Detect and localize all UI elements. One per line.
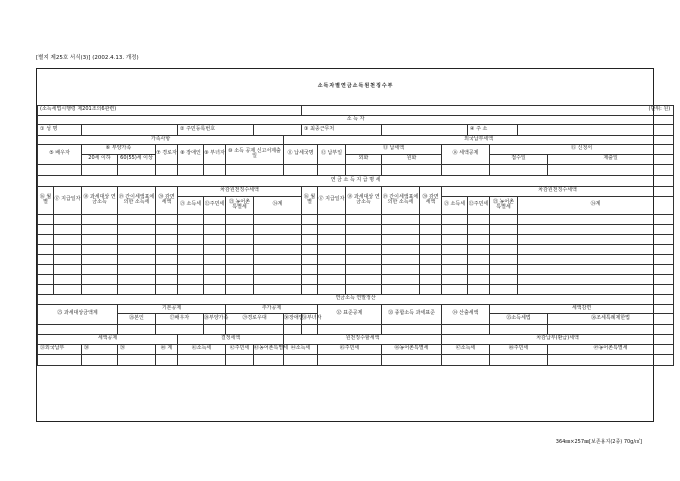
determined-resident-field[interactable] [226, 354, 254, 365]
dependents-label: ⑥ 부양가족 [82, 144, 156, 154]
total-label-right: ㉔계 [518, 196, 674, 214]
taxable-pension-label: ⑱ 과세대상 연금소득 [82, 186, 118, 214]
name-label: ① 성 명 [38, 124, 82, 135]
table-row[interactable] [38, 234, 674, 244]
resident-tax-label-right: ㉒주민세 [468, 196, 490, 214]
dependents-deduction-field[interactable] [204, 324, 226, 334]
dependents-deduction-label: ㉘부양가족 [204, 313, 226, 324]
prior-resident-field[interactable] [318, 354, 382, 365]
determined-tax-label: 결정세액 [178, 334, 284, 344]
tax-exemption-label: 세액감면 [490, 304, 674, 313]
determined-resident-label: ㊷주민세 [226, 344, 254, 354]
spouse-label: ⑤ 배우자 [38, 144, 82, 164]
woman-deduction-label: ㉛부녀자 [302, 313, 318, 324]
over60-label: 60(55)세 이상 [118, 154, 156, 164]
additional-deduction-label: 추가공제 [226, 304, 318, 313]
self-label: ㉖본인 [118, 313, 156, 324]
basic-deduction-label: 기본공제 [118, 304, 226, 313]
prior-rural-label: ㊻농어촌특별세 [382, 344, 442, 354]
credit-total-label: ㊵ 계 [156, 344, 178, 354]
table-row[interactable] [38, 254, 674, 264]
workplace-label: ③ 최종근무처 [302, 124, 382, 135]
tax-credit-field[interactable] [442, 164, 490, 175]
tax-credit-section-label: 세액공제 [38, 334, 178, 344]
woman-field[interactable] [204, 164, 226, 175]
form-grid [37, 69, 674, 366]
paper-spec: 364㎜×257㎜[보존용지(2종) 70g/㎡] [555, 439, 642, 445]
form-title: 소득자별연금소득원천징수부 [317, 83, 394, 89]
woman-label: ⑨ 부녀자 [204, 144, 226, 164]
reduced-tax-label: ⑳ 감면세액 [156, 186, 178, 214]
tax-credit-label: ⑭ 세액공제 [442, 144, 490, 164]
income-tax-label-right: ㉑ 소득세 [442, 196, 468, 214]
pay-date-label: ⑫ 납부일 [318, 144, 346, 164]
credit-39-field[interactable] [118, 354, 156, 365]
prior-resident-label: ㊺주민세 [318, 344, 382, 354]
credit-total-field[interactable] [156, 354, 178, 365]
credit-38-label: ㊳ [82, 344, 118, 354]
won-label: 원화 [382, 154, 442, 164]
address-field[interactable] [518, 124, 674, 135]
id-label: ② 주민등록번호 [178, 124, 254, 135]
spouse-deduction-field[interactable] [156, 324, 204, 334]
rural-tax-label: ㉓ 농어촌 특별세 [226, 196, 254, 214]
prior-income-label: ㊹소득세 [284, 344, 318, 354]
calculated-tax-field[interactable] [442, 324, 490, 334]
won-field[interactable] [382, 164, 442, 175]
spouse-deduction-label: ㉗배우자 [156, 313, 204, 324]
paid-tax-label: ⑬ 납세액 [346, 144, 442, 154]
withheld-tax-label: 차감원천징수세액 [178, 186, 302, 196]
foreign-paid-label: ㊲외국납부 [38, 344, 82, 354]
elderly-deduction-label: ㉙경로우대 [226, 313, 284, 324]
special-law-field[interactable] [548, 324, 674, 334]
pay-date-field[interactable] [318, 164, 346, 175]
simple-tax-label: ⑲ 간이세액표에 의한 소득세 [118, 186, 156, 214]
standard-deduction-label: ㉜ 표준공제 [318, 304, 382, 324]
prior-rural-field[interactable] [382, 354, 442, 365]
tax-base-label: ㉝ 종합소득 과세표준 [382, 304, 442, 324]
refund-rural-field[interactable] [548, 354, 674, 365]
total-label: ㉔계 [254, 196, 302, 214]
under20-label: 20세 이하 [82, 154, 118, 164]
year-end-settlement-header: 연금소득 연말정산 [38, 294, 674, 304]
income-tax-law-label: ㉟소득세법 [490, 313, 548, 324]
disabled-deduction-label: ㉚장애인 [284, 313, 302, 324]
deduction-date-label: ⑩ 소득 공제 신고서제출일 [226, 144, 284, 164]
table-row[interactable] [38, 274, 674, 284]
credit-38-field[interactable] [82, 354, 118, 365]
name-field[interactable] [82, 124, 178, 135]
calculated-tax-label: ㉞ 산출세액 [442, 304, 490, 324]
submitted-date-field[interactable] [548, 164, 674, 175]
tax-country-field[interactable] [284, 164, 318, 175]
received-date-label: 접수일 [490, 154, 548, 164]
tax-base-field[interactable] [382, 324, 442, 334]
address-label: ④ 주 소 [468, 124, 518, 135]
income-tax-law-field[interactable] [490, 324, 548, 334]
refund-resident-field[interactable] [490, 354, 548, 365]
withholding-ledger-form [36, 68, 671, 422]
prior-income-field[interactable] [284, 354, 318, 365]
paydate-label: ⑰ 지급일자 [54, 186, 82, 214]
foreign-paid-field[interactable] [38, 354, 82, 365]
over60-field[interactable] [118, 164, 156, 175]
pension-payment-header: 연 금 소 득 지 급 명 세 [38, 175, 674, 186]
application-label: ⑮ 신청서 [490, 144, 674, 154]
table-row[interactable] [38, 224, 674, 234]
standard-deduction-field[interactable] [318, 324, 382, 334]
prior-withheld-label: 원천징수할세액 [284, 334, 442, 344]
woman-deduction-field[interactable] [302, 324, 318, 334]
spouse-field[interactable] [38, 164, 82, 175]
determined-income-field[interactable] [178, 354, 226, 365]
workplace-field[interactable] [382, 124, 468, 135]
simple-tax-label-right: ⑲ 간이세액표에 의한 소득세 [382, 186, 420, 214]
paydate-label-right: ⑰ 지급일자 [318, 186, 346, 214]
refund-tax-label: 차감납부(환급)세액 [442, 334, 674, 344]
foreign-currency-label: 외화 [346, 154, 382, 164]
foreign-currency-field[interactable] [346, 164, 382, 175]
refund-income-field[interactable] [442, 354, 490, 365]
id-field[interactable] [254, 124, 302, 135]
income-tax-label: ㉑ 소득세 [178, 196, 204, 214]
determined-income-label: ㊶소득세 [178, 344, 226, 354]
refund-rural-label: ㊾농어촌특별세 [548, 344, 674, 354]
income-earner-header: 소 득 자 [38, 115, 674, 124]
table-row[interactable] [38, 264, 674, 274]
family-header: 가족사항 [38, 135, 284, 144]
elderly-label: ⑦ 경로자 [156, 144, 178, 164]
disabled-deduction-field[interactable] [284, 324, 302, 334]
submitted-date-label: 제출일 [548, 154, 674, 164]
withheld-tax-label-right: 차감원천징수세액 [442, 186, 674, 196]
legal-basis: (소득세법시행령 제201조의6관련) [38, 105, 302, 115]
table-row[interactable] [38, 214, 674, 224]
elderly-field[interactable] [156, 164, 178, 175]
taxable-total-label: ㉕ 과세대상금액계 [38, 304, 118, 324]
table-row[interactable] [38, 284, 674, 294]
disabled-field[interactable] [178, 164, 204, 175]
resident-tax-label: ㉒주민세 [204, 196, 226, 214]
determined-rural-field[interactable] [254, 354, 284, 365]
disabled-label: ⑧ 장애인 [178, 144, 204, 164]
deduction-date-field[interactable] [226, 164, 284, 175]
reduced-tax-label-right: ⑳ 감면세액 [420, 186, 442, 214]
elderly-deduction-field[interactable] [226, 324, 284, 334]
determined-rural-label: ㊸농어촌특별세 [254, 344, 284, 354]
under20-field[interactable] [82, 164, 118, 175]
credit-39-label: ㊴ [118, 344, 156, 354]
unit-label: (단위: 원) [302, 105, 674, 115]
self-field[interactable] [118, 324, 156, 334]
month-label-right: ⑯ 월별 [302, 186, 318, 214]
taxable-total-field[interactable] [38, 324, 118, 334]
special-law-label: ㊱조세특례제한법 [548, 313, 674, 324]
tax-country-label: ⑪ 납세국명 [284, 144, 318, 164]
refund-resident-label: ㊽주민세 [490, 344, 548, 354]
month-label: ⑯ 월별 [38, 186, 54, 214]
rural-tax-label-right: ㉓ 농어촌 특별세 [490, 196, 518, 214]
refund-income-label: ㊼소득세 [442, 344, 490, 354]
foreign-tax-header: 외국납부세액 [284, 135, 674, 144]
taxable-pension-label-right: ⑱ 과세대상 연금소득 [346, 186, 382, 214]
form-number: [별지 제25호 서식(3)] (2002.4.13. 개정) [36, 55, 139, 61]
received-date-field[interactable] [490, 164, 548, 175]
table-row[interactable] [38, 244, 674, 254]
